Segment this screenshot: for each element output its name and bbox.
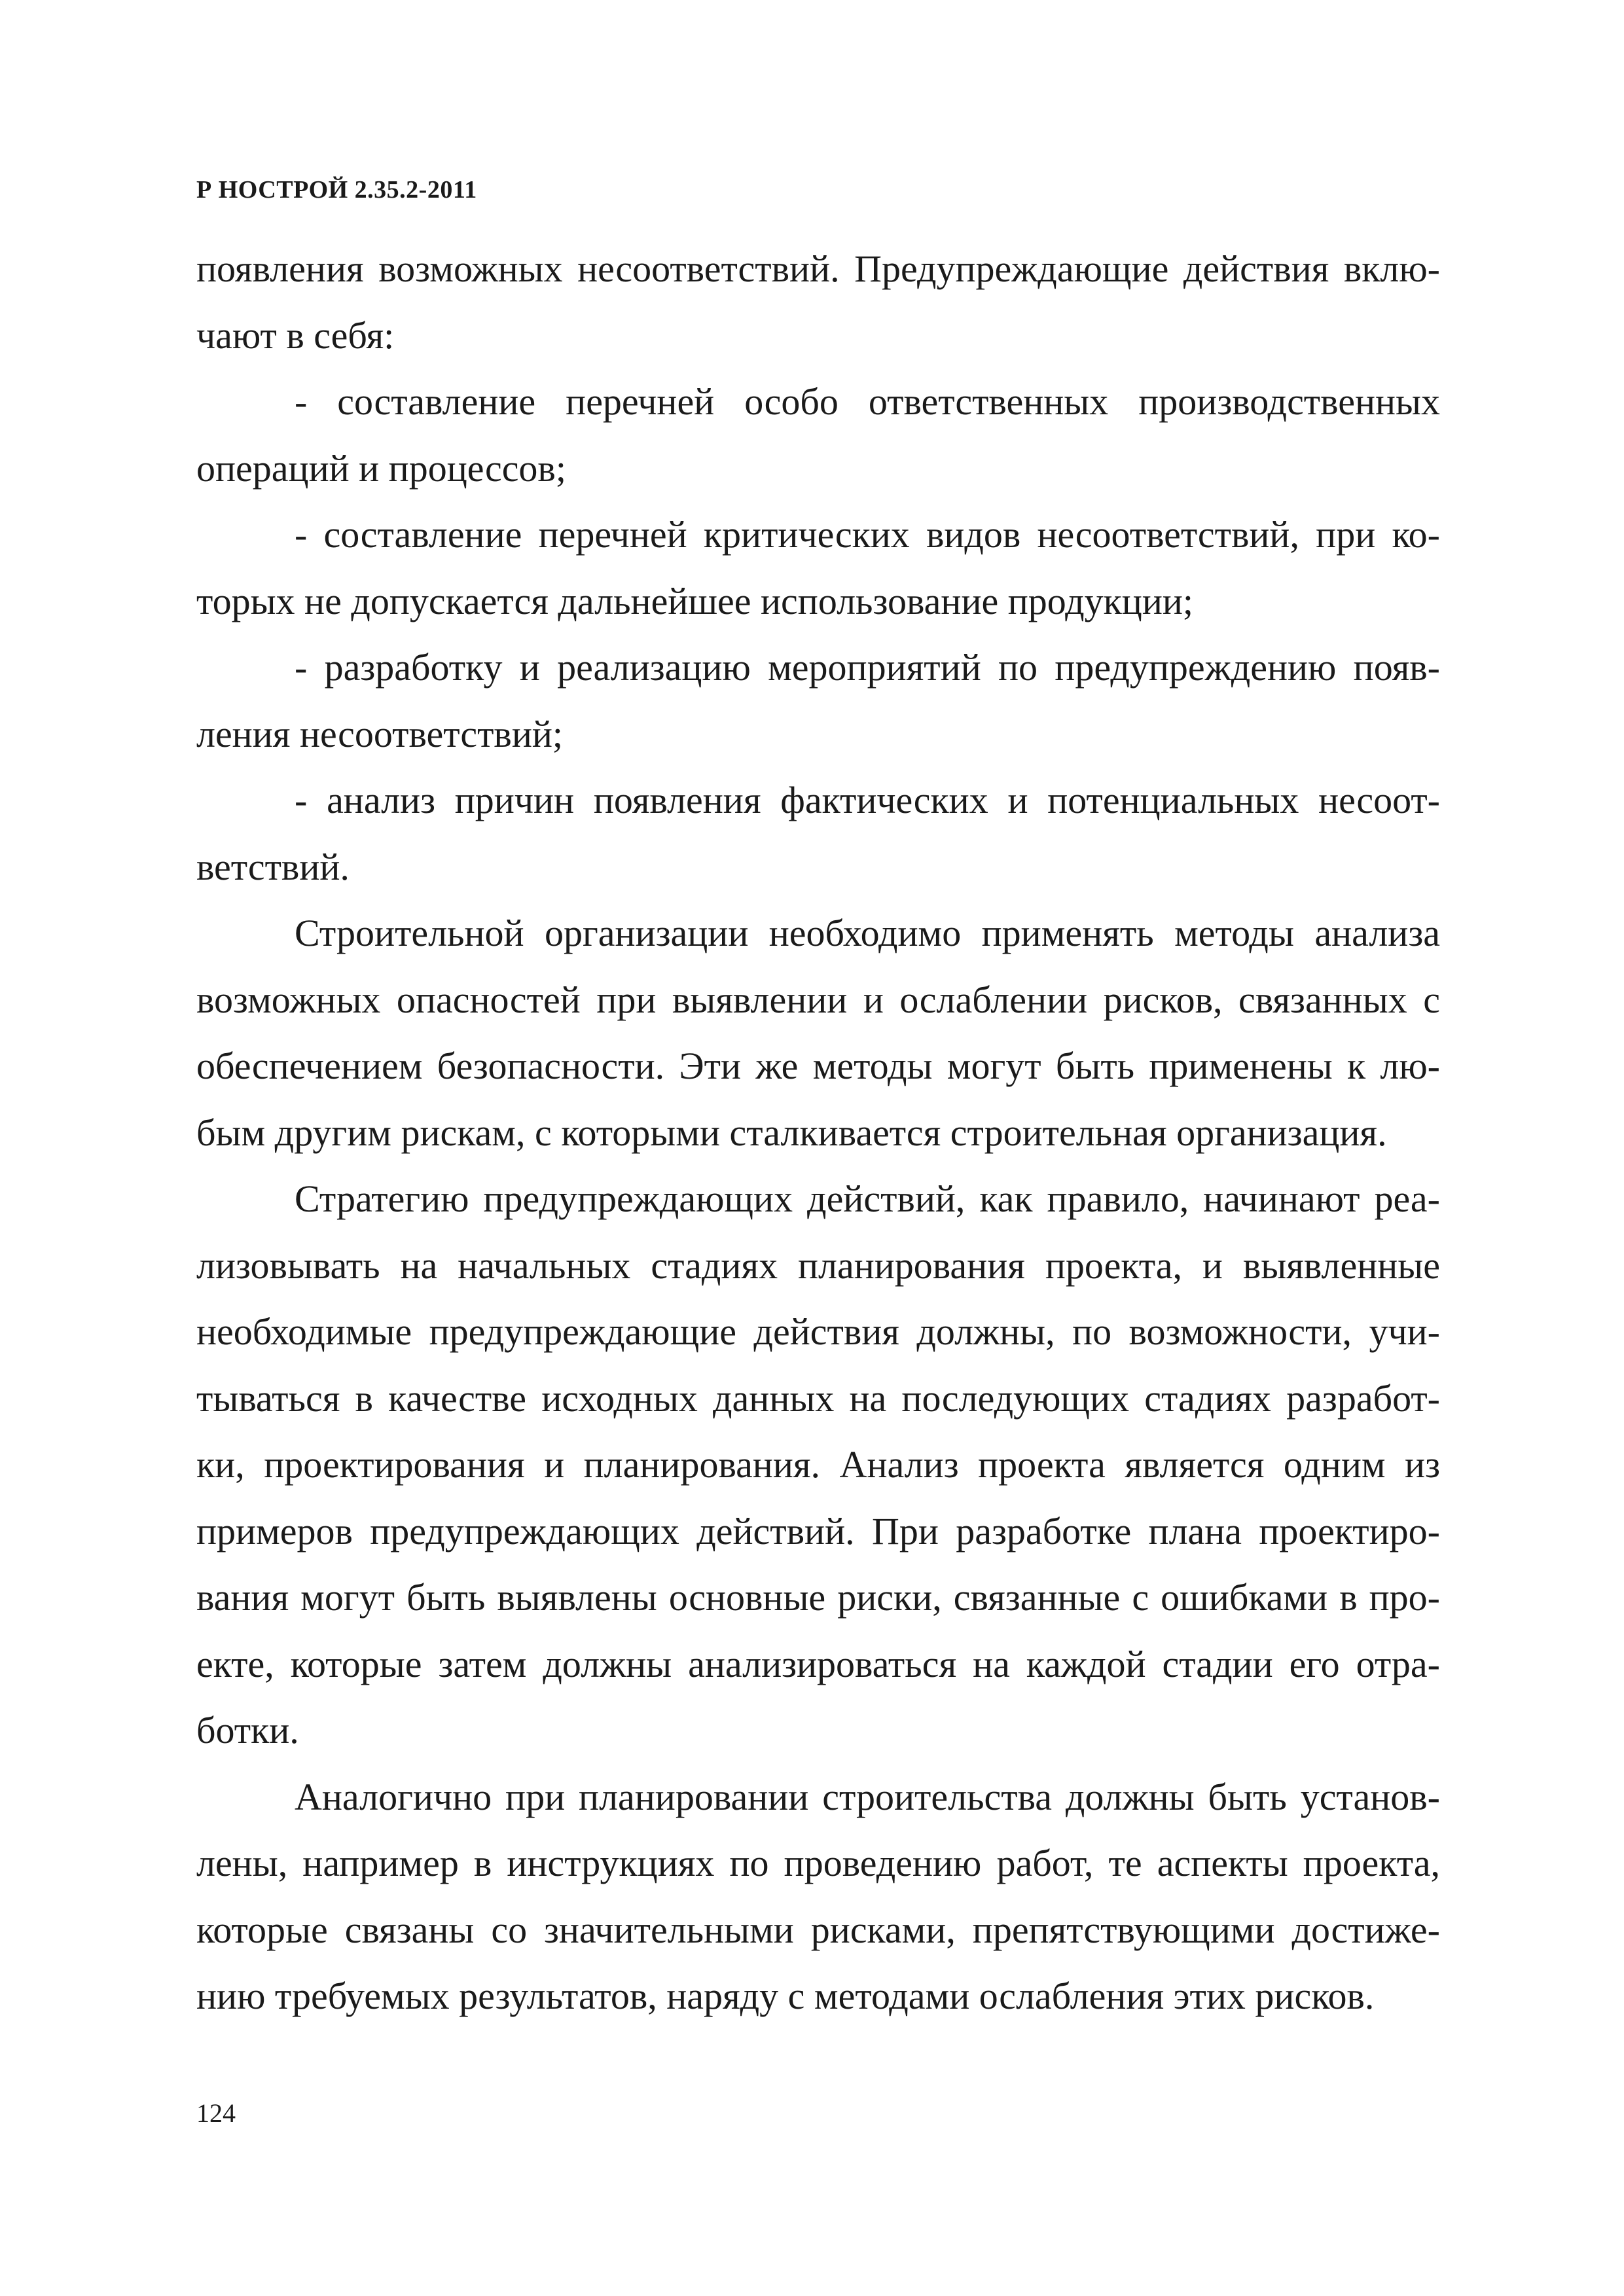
list-item: - составление перечней критических видов несоответствий, при ко-торых не допускается дальнейшее использование продукции; [196, 513, 1440, 622]
list-item: - составление перечней особо ответственных производственных операций и процессов; [196, 380, 1440, 490]
body-text [196, 236, 1440, 2030]
paragraph: Аналогично при планировании строительства должны быть установ-лены, например в инструкциях по проведению работ, те аспекты проекта, которые связаны со значительными рисками, препятствующими достиже-нию требуемых результатов, наряду с методами ослабления этих рисков. [196, 1775, 1440, 2017]
list-item: - разработку и реализацию мероприятий по предупреждению появ-ления несоответствий; [196, 646, 1440, 755]
document-code-header: Р НОСТРОЙ 2.35.2-2011 [196, 176, 477, 204]
paragraph: Строительной организации необходимо применять методы анализа возможных опасностей при выявлении и ослаблении рисков, связанных с обеспечением безопасности. Эти же методы могут быть применены к лю-бым другим рискам, с которыми сталкивается строительная организация. [196, 912, 1440, 1154]
paragraph: Стратегию предупреждающих действий, как правило, начинают реа-лизовывать на начальных стадиях планирования проекта, и выявленные необходимые предупреждающие действия должны, по возможности, учи-тываться в качестве исходных данных на последующих стадиях разработ-ки, проектирования и планирования. Анализ проекта является одним из примеров предупреждающих действий. При разработке плана проектиро-вания могут быть выявлены основные риски, связанные с ошибками в про-екте, которые затем должны анализироваться на каждой стадии его отра-ботки. [196, 1177, 1440, 1751]
page-number: 124 [196, 2098, 236, 2128]
paragraph-continuation: появления возможных несоответствий. Предупреждающие действия вклю-чают в себя: [196, 247, 1440, 357]
list-item: - анализ причин появления фактических и потенциальных несоот-ветствий. [196, 779, 1440, 888]
